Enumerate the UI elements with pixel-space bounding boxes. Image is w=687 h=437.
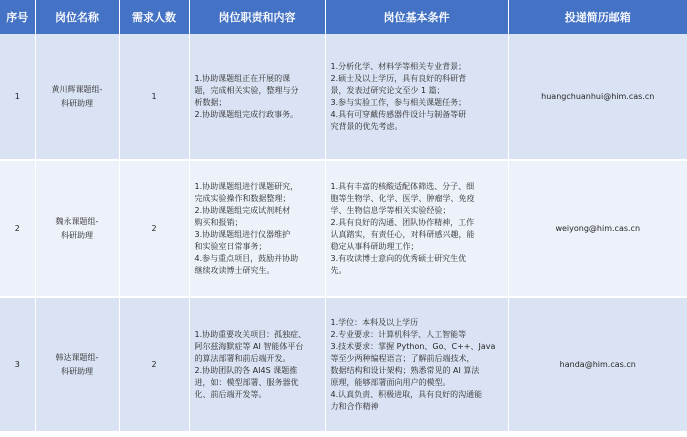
table-row [0, 160, 687, 297]
requirement-line: 景，发表过研究论文至少 1 篇； [330, 85, 445, 95]
requirement-line: 1.具有丰富的核酸适配体筛选、分子、细 [330, 181, 475, 191]
requirement-line: 1.学位：本科及以上学历 [330, 317, 419, 327]
duty-line: 2.协助课题组完成试剂耗材 [194, 205, 291, 215]
position-line: 黄川辉课题组- [51, 84, 103, 94]
position-name [35, 34, 119, 160]
headcount: 2 [119, 297, 189, 432]
requirement-line: 胞等生物学、化学、医学、肿瘤学、免疫 [330, 193, 475, 203]
requirement-line: 原理，能够部署面向用户的模型。 [330, 377, 451, 387]
duty-line: 继续攻读博士研究生。 [194, 265, 275, 275]
requirement-line: 3.有攻读博士意向的优秀硕士研究生优 [330, 253, 467, 263]
header-count: 需求人数 [119, 0, 189, 34]
header-requirements: 岗位基本条件 [325, 0, 508, 34]
email-cell[interactable] [508, 297, 687, 432]
row-index: 2 [0, 160, 35, 297]
requirement-line: 2.专业要求：计算机科学、人工智能等 [330, 329, 467, 339]
header-email: 投递简历邮箱 [508, 0, 687, 34]
requirement-line: 2.具有良好的沟通、团队协作精神，工作 [330, 217, 475, 227]
email-link[interactable]: huangchuanhui@him.cas.cn [541, 91, 655, 101]
duty-line: 完成实验操作和数据整理； [194, 193, 291, 203]
requirement-line: 数据结构和设计架构；熟悉常见的 AI 算法 [330, 365, 480, 375]
position-line: 科研助理 [61, 230, 93, 240]
position-name [35, 297, 119, 432]
header-row [0, 0, 687, 34]
requirement-line: 稳定从事科研助理工作； [330, 241, 419, 251]
duty-line: 1.协助重要攻关项目：孤独症、 [194, 329, 307, 339]
email-cell[interactable] [508, 160, 687, 297]
duty-line: 进，如：模型部署、服务器优 [194, 377, 299, 387]
email-link[interactable]: weiyong@him.cas.cn [555, 223, 641, 233]
position-line: 科研助理 [61, 98, 93, 108]
requirement-line: 先。 [330, 265, 347, 275]
duty-line: 4.参与重点项目，鼓励并协助 [194, 253, 299, 263]
duty-line: 的算法部署和前后端开发。 [194, 353, 291, 363]
requirements-cell [325, 160, 508, 297]
duty-line: 2.协助课题组完成行政事务。 [194, 109, 299, 119]
position-line: 科研助理 [61, 366, 93, 376]
requirement-line: 3.技术要求：掌握 Python、Go、C++、Java [330, 341, 496, 351]
duties-cell [189, 297, 325, 432]
requirement-line: 认真踏实，有责任心，对科研感兴趣，能 [330, 229, 475, 239]
duty-line: 阿尔兹海默症等 AI 智能体平台 [194, 341, 304, 351]
duty-line: 3.协助课题组进行仪器维护 [194, 229, 291, 239]
requirement-line: 4.认真负责、积极进取，具有良好的沟通能 [330, 389, 483, 399]
requirement-line: 究背景的优先考虑。 [330, 121, 403, 131]
requirement-line: 2.硕士及以上学历，具有良好的科研背 [330, 73, 467, 83]
row-index: 1 [0, 34, 35, 160]
duty-line: 1.协助课题组进行课题研究， [194, 181, 299, 191]
email-cell[interactable] [508, 34, 687, 160]
duty-line: 析数据； [194, 97, 227, 107]
duty-line: 和实验室日常事务； [194, 241, 267, 251]
requirements-cell [325, 34, 508, 160]
header-position: 岗位名称 [35, 0, 119, 34]
requirements-cell [325, 297, 508, 432]
header-index: 序号 [0, 0, 35, 34]
duty-line: 购买和报销； [194, 217, 243, 227]
requirement-line: 1.分析化学、材料学等相关专业背景； [330, 61, 467, 71]
email-link[interactable]: handa@him.cas.cn [559, 359, 636, 369]
position-line: 魏永课题组- [55, 216, 99, 226]
position-name [35, 160, 119, 297]
requirement-line: 学、生物信息学等相关实验经验； [330, 205, 451, 215]
requirement-line: 4.具有可穿戴传感器件设计与制备等研 [330, 109, 467, 119]
duties-cell [189, 34, 325, 160]
position-line: 韩达课题组- [55, 352, 99, 362]
requirement-line: 3.参与实验工作，参与相关课题任务； [330, 97, 467, 107]
requirement-line: 力和合作精神 [330, 401, 379, 411]
headcount: 2 [119, 160, 189, 297]
duty-line: 题，完成相关实验，整理与分 [194, 85, 299, 95]
row-index: 3 [0, 297, 35, 432]
duty-line: 2.协助团队的各 AI4S 课题推 [194, 365, 298, 375]
header-duties: 岗位职责和内容 [189, 0, 325, 34]
duties-cell [189, 160, 325, 297]
headcount: 1 [119, 34, 189, 160]
duty-line: 化、前后端开发等。 [194, 389, 267, 399]
table-row [0, 297, 687, 432]
table-row [0, 34, 687, 160]
duty-line: 1.协助课题组正在开展的课 [194, 73, 291, 83]
requirement-line: 等至少两种编程语言；了解前后端技术， [330, 353, 475, 363]
